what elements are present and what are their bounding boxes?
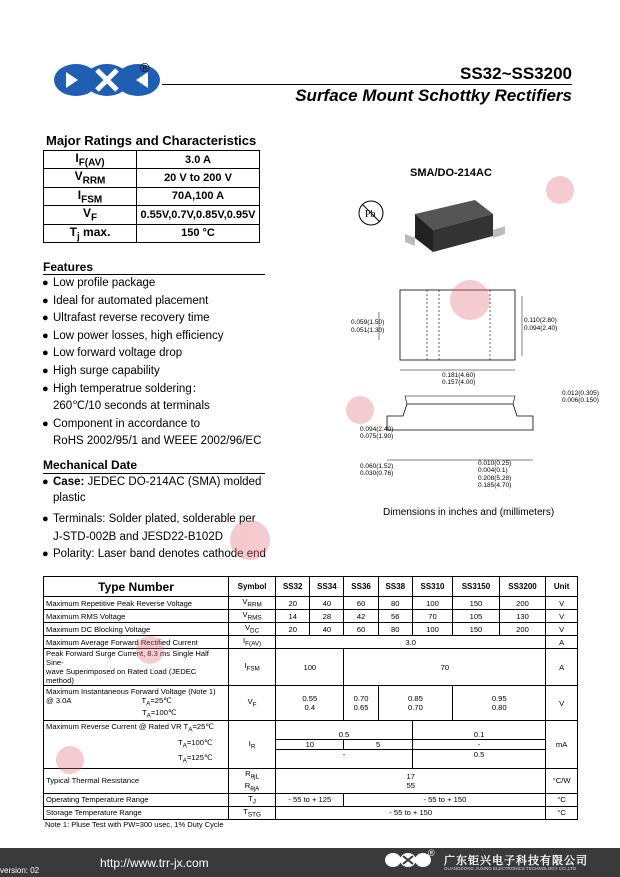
svg-text:0.075(1.90): 0.075(1.90) <box>360 433 394 440</box>
list-item: ● High surge capability <box>42 364 160 377</box>
ratings-value: 0.55V,0.7V,0.85V,0.95V <box>137 206 260 224</box>
svg-text:0.094(2.40): 0.094(2.40) <box>524 325 558 332</box>
features-list <box>42 275 312 451</box>
package-label: SMA/DO-214AC <box>410 167 492 179</box>
table-header-row: Type Number Symbol SS32 SS34 SS36 SS38 SS310 SS3150 SS3200 Unit <box>44 577 578 597</box>
table-row: Operating Temperature Range $T_J$ - 55 to + 125 - 55 to + 150 °C <box>44 793 578 806</box>
svg-text:0.004(0.1): 0.004(0.1) <box>478 467 508 474</box>
registered-mark: ® <box>140 60 150 75</box>
features-heading: Features <box>43 260 94 274</box>
package-photo <box>405 200 505 252</box>
list-item: ● Ultrafast reverse recovery time <box>42 312 210 325</box>
table-row: Peak Forward Surge Current, 8.3 ms Single Half Sine- wave Superimposed on Rated Load (JEDEC method) $I_{FSM}$ 100 70 A <box>44 649 578 686</box>
list-item: ● Ideal for automated placement <box>42 294 209 307</box>
ratings-row: $V_F$ 0.55V,0.7V,0.85V,0.95V <box>44 206 260 224</box>
ratings-table <box>43 150 260 243</box>
list-item: ● Case: JEDEC DO-214AC (SMA) molded plastic <box>42 476 262 504</box>
title-divider <box>162 84 572 85</box>
table-row: Maximum DC Blocking Voltage $V_{DC}$ 20 40 60 80 100 150 200 V <box>44 623 578 636</box>
footer-registered-mark: ® <box>428 848 435 858</box>
table-row: Storage Temperature Range $T_{STG}$ - 55 to + 150 °C <box>44 806 578 819</box>
list-item: ● Terminals: Solder plated, solderable per J-STD-002B and JESD22-B102D <box>42 513 256 543</box>
list-item: ● Low profile package <box>42 277 156 289</box>
svg-text:0.030(0.76): 0.030(0.76) <box>360 470 394 477</box>
page-title: SS32~SS3200 <box>459 64 572 83</box>
table-row: Typical Thermal Resistance $R_{\theta jL}$ $R_{\theta jA}$ 17 55 °C/W <box>44 768 578 793</box>
pb-label: Pb <box>365 209 376 220</box>
list-item: ● High temperatrue soldering： 260℃/10 seconds at terminals <box>42 382 210 413</box>
company-name-en: GUANGDONG JUXING ELECTRONICS TECHNOLOGY CO.,LTD <box>444 866 577 871</box>
svg-text:0.010(0.25): 0.010(0.25) <box>478 460 512 467</box>
ratings-value: 150 °C <box>137 224 260 242</box>
ratings-row: $V_{RRM}$ 20 V to 200 V <box>44 169 260 187</box>
footer-logo <box>384 851 432 869</box>
table-row: Maximum Repetitive Peak Reverse Voltage $V_{RRM}$ 20 40 60 80 100 150 200 V <box>44 597 578 610</box>
list-item: ● Low forward voltage drop <box>42 347 183 360</box>
table-row: Maximum Reverse Current @ Rated VR $T_A=25℃$ $T_A=100℃$ $T_A=125℃$ $I_R$ 0.5 10 5 - 0.1 - 0.5 mA <box>44 721 578 769</box>
list-item: ● Low power losses, high efficiency <box>42 329 224 342</box>
list-item: ● Polarity: Laser band denotes cathode end <box>42 548 266 561</box>
table-row: Maximum Average Forward Rectified Current $I_{F(AV)}$ 3.0 A <box>44 636 578 649</box>
svg-text:0.110(2.80): 0.110(2.80) <box>524 317 557 324</box>
ratings-value: 20 V to 200 V <box>137 169 260 187</box>
footer-url-link[interactable]: http://www.trr-jx.com <box>100 856 209 870</box>
page-subtitle: Surface Mount Schottky Rectifiers <box>295 86 572 105</box>
table-note: Note 1: Pluse Test with PW=300 usec, 1% Duty Cycle <box>45 820 224 829</box>
table-row: Maximum Instantaneous Forward Voltage (Note 1) @ 3.0A $T_A=25℃$ $T_A=100℃$ $V_F$ 0.55 0.4 0.70 0.65 0.85 0.70 0.95 0.80 V <box>44 686 578 721</box>
svg-text:0.012(0.305): 0.012(0.305) <box>562 390 599 397</box>
svg-text:0.185(4.70): 0.185(4.70) <box>478 482 512 489</box>
mechanical-heading: Mechanical Date <box>43 458 138 472</box>
table-row: Maximum RMS Voltage $V_{RMS}$ 14 28 42 56 70 105 130 V <box>44 610 578 623</box>
mechanical-list <box>42 474 322 564</box>
svg-text:0.051(1.30): 0.051(1.30) <box>351 327 385 334</box>
svg-text:0.157(4.00): 0.157(4.00) <box>442 379 476 386</box>
top-view-outline <box>400 290 515 360</box>
ratings-row: $I_{FSM}$ 70A,100 A <box>44 187 260 205</box>
dimensions-caption: Dimensions in inches and (millimeters) <box>383 507 555 518</box>
svg-text:0.060(1.52): 0.060(1.52) <box>360 463 394 470</box>
svg-text:0.059(1.50): 0.059(1.50) <box>351 319 385 326</box>
list-item: ● Component in accordance to RoHS 2002/95/1 and WEEE 2002/96/EC <box>42 417 262 448</box>
package-diagram <box>335 190 599 500</box>
ratings-row: $I_{F(AV)}$ 3.0 A <box>44 151 260 169</box>
ratings-value: 70A,100 A <box>137 187 260 205</box>
company-name: 广东钜兴电子科技有限公司 <box>444 855 588 867</box>
ratings-value: 3.0 A <box>137 151 260 169</box>
svg-text:0.006(0.150): 0.006(0.150) <box>562 397 599 404</box>
version-label: version: 02 <box>0 866 40 875</box>
svg-text:0.181(4.60): 0.181(4.60) <box>442 372 476 379</box>
svg-text:0.208(5.28): 0.208(5.28) <box>478 475 512 482</box>
ratings-row: $T_j$ max. 150 °C <box>44 224 260 242</box>
spec-table <box>43 576 578 820</box>
svg-text:0.094(2.40): 0.094(2.40) <box>360 426 394 433</box>
ratings-heading: Major Ratings and Characteristics <box>46 133 257 148</box>
side-view-outline <box>387 404 533 430</box>
